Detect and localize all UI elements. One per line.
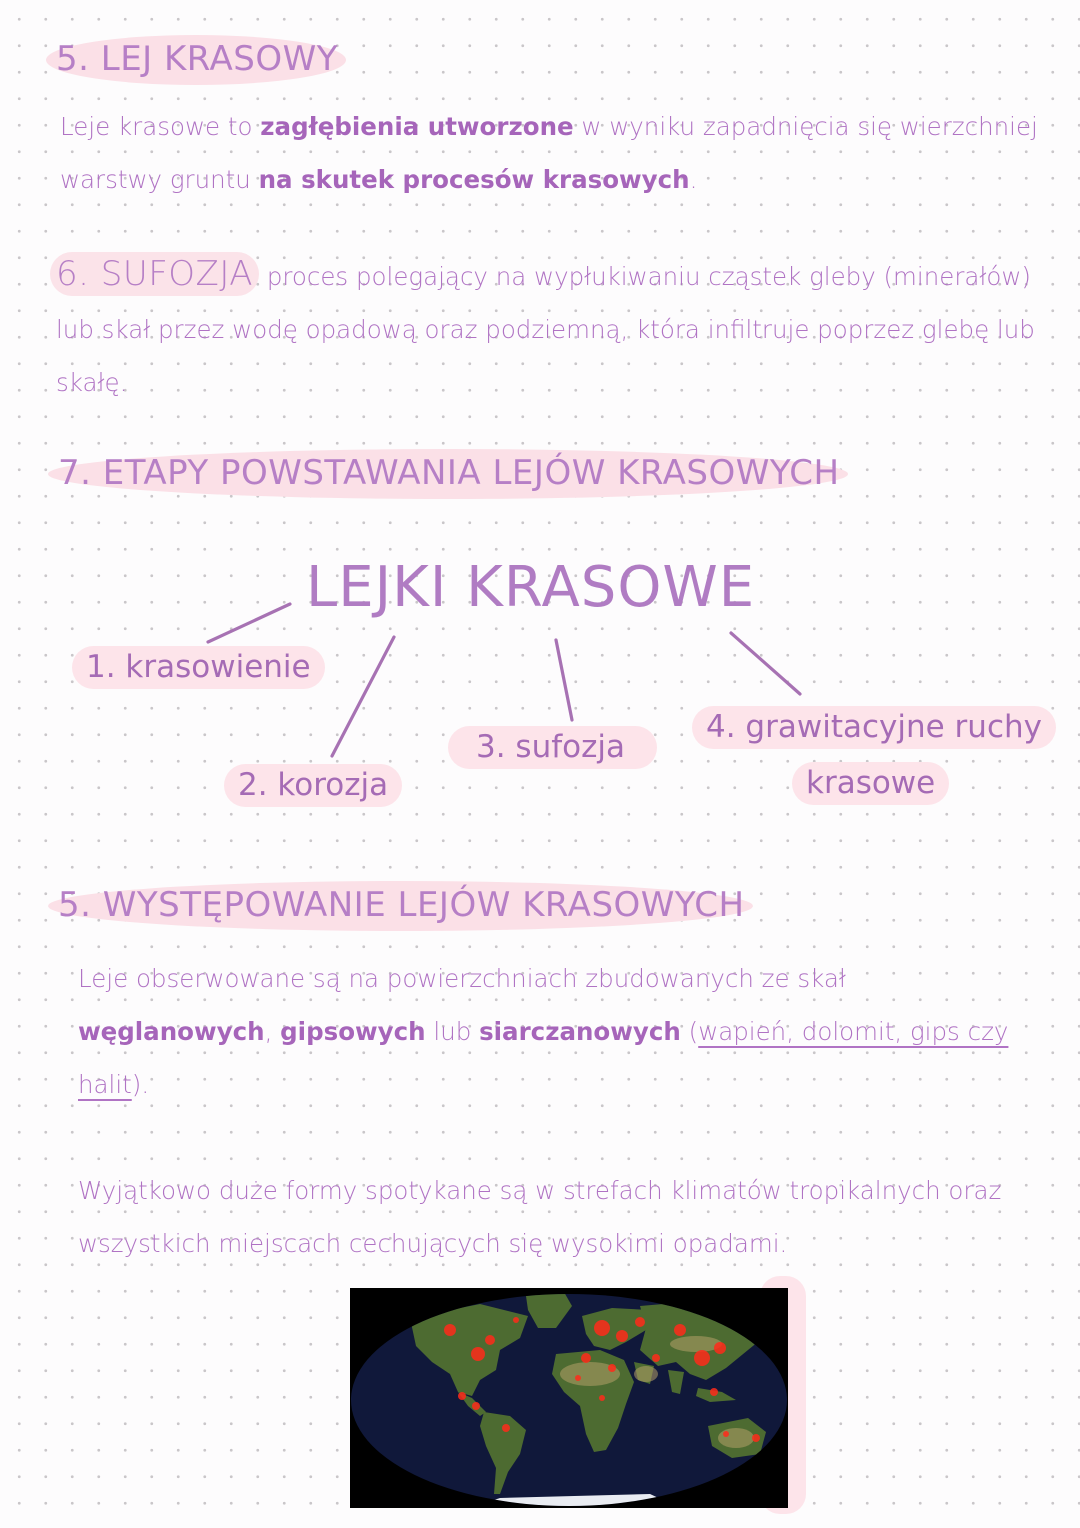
karst-region-marker [694, 1350, 710, 1366]
paragraph-lej-krasowy: Leje krasowe to zagłębienia utworzone w wyniku zapadnięcia się wierzchniej warstwy gruntu na skutek procesów krasowych. [60, 112, 1038, 194]
diagram-center-title: LEJKI KRASOWE [306, 555, 756, 620]
karst-region-marker [714, 1342, 726, 1354]
connector-4 [731, 633, 800, 694]
world-map-graphic [350, 1288, 788, 1508]
heading-number-highlight: 7. ETAPY POWSTAWANIA LEJÓW KRASOWYCH [48, 449, 848, 499]
world-karst-map [350, 1288, 788, 1508]
connector-2 [332, 637, 394, 756]
karst-region-marker [458, 1392, 466, 1400]
karst-region-marker [513, 1317, 519, 1323]
karst-region-marker [723, 1431, 729, 1437]
stage-grawitacyjne-line2: krasowe [792, 762, 949, 805]
karst-region-marker [502, 1424, 510, 1432]
connector-1 [208, 604, 290, 642]
karst-region-marker [616, 1330, 628, 1342]
heading-number-highlight: 5. WYSTĘPOWANIE LEJÓW KRASOWYCH [48, 881, 753, 931]
desert-area [634, 1366, 658, 1382]
heading-number-highlight: 5. LEJ KRASOWY [46, 35, 346, 85]
karst-region-marker [652, 1354, 660, 1362]
connector-3 [556, 640, 572, 720]
karst-region-marker [581, 1353, 591, 1363]
karst-region-marker [471, 1347, 485, 1361]
karst-region-marker [710, 1388, 718, 1396]
karst-region-marker [485, 1335, 495, 1345]
stage-krasowienie: 1. krasowienie [72, 646, 325, 689]
heading-wystepowanie [58, 885, 753, 925]
karst-region-marker [674, 1324, 686, 1336]
stage-korozja: 2. korozja [224, 764, 402, 807]
desert-area [670, 1336, 722, 1352]
karst-region-marker [752, 1434, 760, 1442]
karst-region-marker [738, 1324, 746, 1332]
paragraph-sufozja: 6. SUFOZJA proces polegający na wypłukiwaniu cząstek gleby (minerałów) lub skał przez wodę opadową oraz podziemną, która infiltruje poprzez glebę lub skałę. [56, 250, 1056, 409]
karst-region-marker [472, 1402, 480, 1410]
karst-region-marker [594, 1320, 610, 1336]
karst-region-marker [635, 1317, 645, 1327]
stage-sufozja: 3. sufozja [448, 726, 657, 769]
heading-sufozja: 6. SUFOZJA [50, 252, 259, 296]
stage-grawitacyjne-line1: 4. grawitacyjne ruchy [692, 706, 1056, 749]
karst-region-marker [599, 1395, 605, 1401]
desert-area [718, 1428, 754, 1448]
paragraph-wystepowanie-1: Leje obserwowane są na powierzchniach zbudowanych ze skał węglanowych, gipsowych lub siarczanowych (wapień, dolomit, gips czy halit). [78, 964, 1009, 1099]
karst-region-marker [575, 1375, 581, 1381]
karst-region-marker [608, 1364, 616, 1372]
karst-region-marker [444, 1324, 456, 1336]
paragraph-wystepowanie-2: Wyjątkowo duże formy spotykane są w strefach klimatów tropikalnych oraz wszystkich miejscach cechujących się wysokimi opadami. [78, 1176, 1002, 1258]
